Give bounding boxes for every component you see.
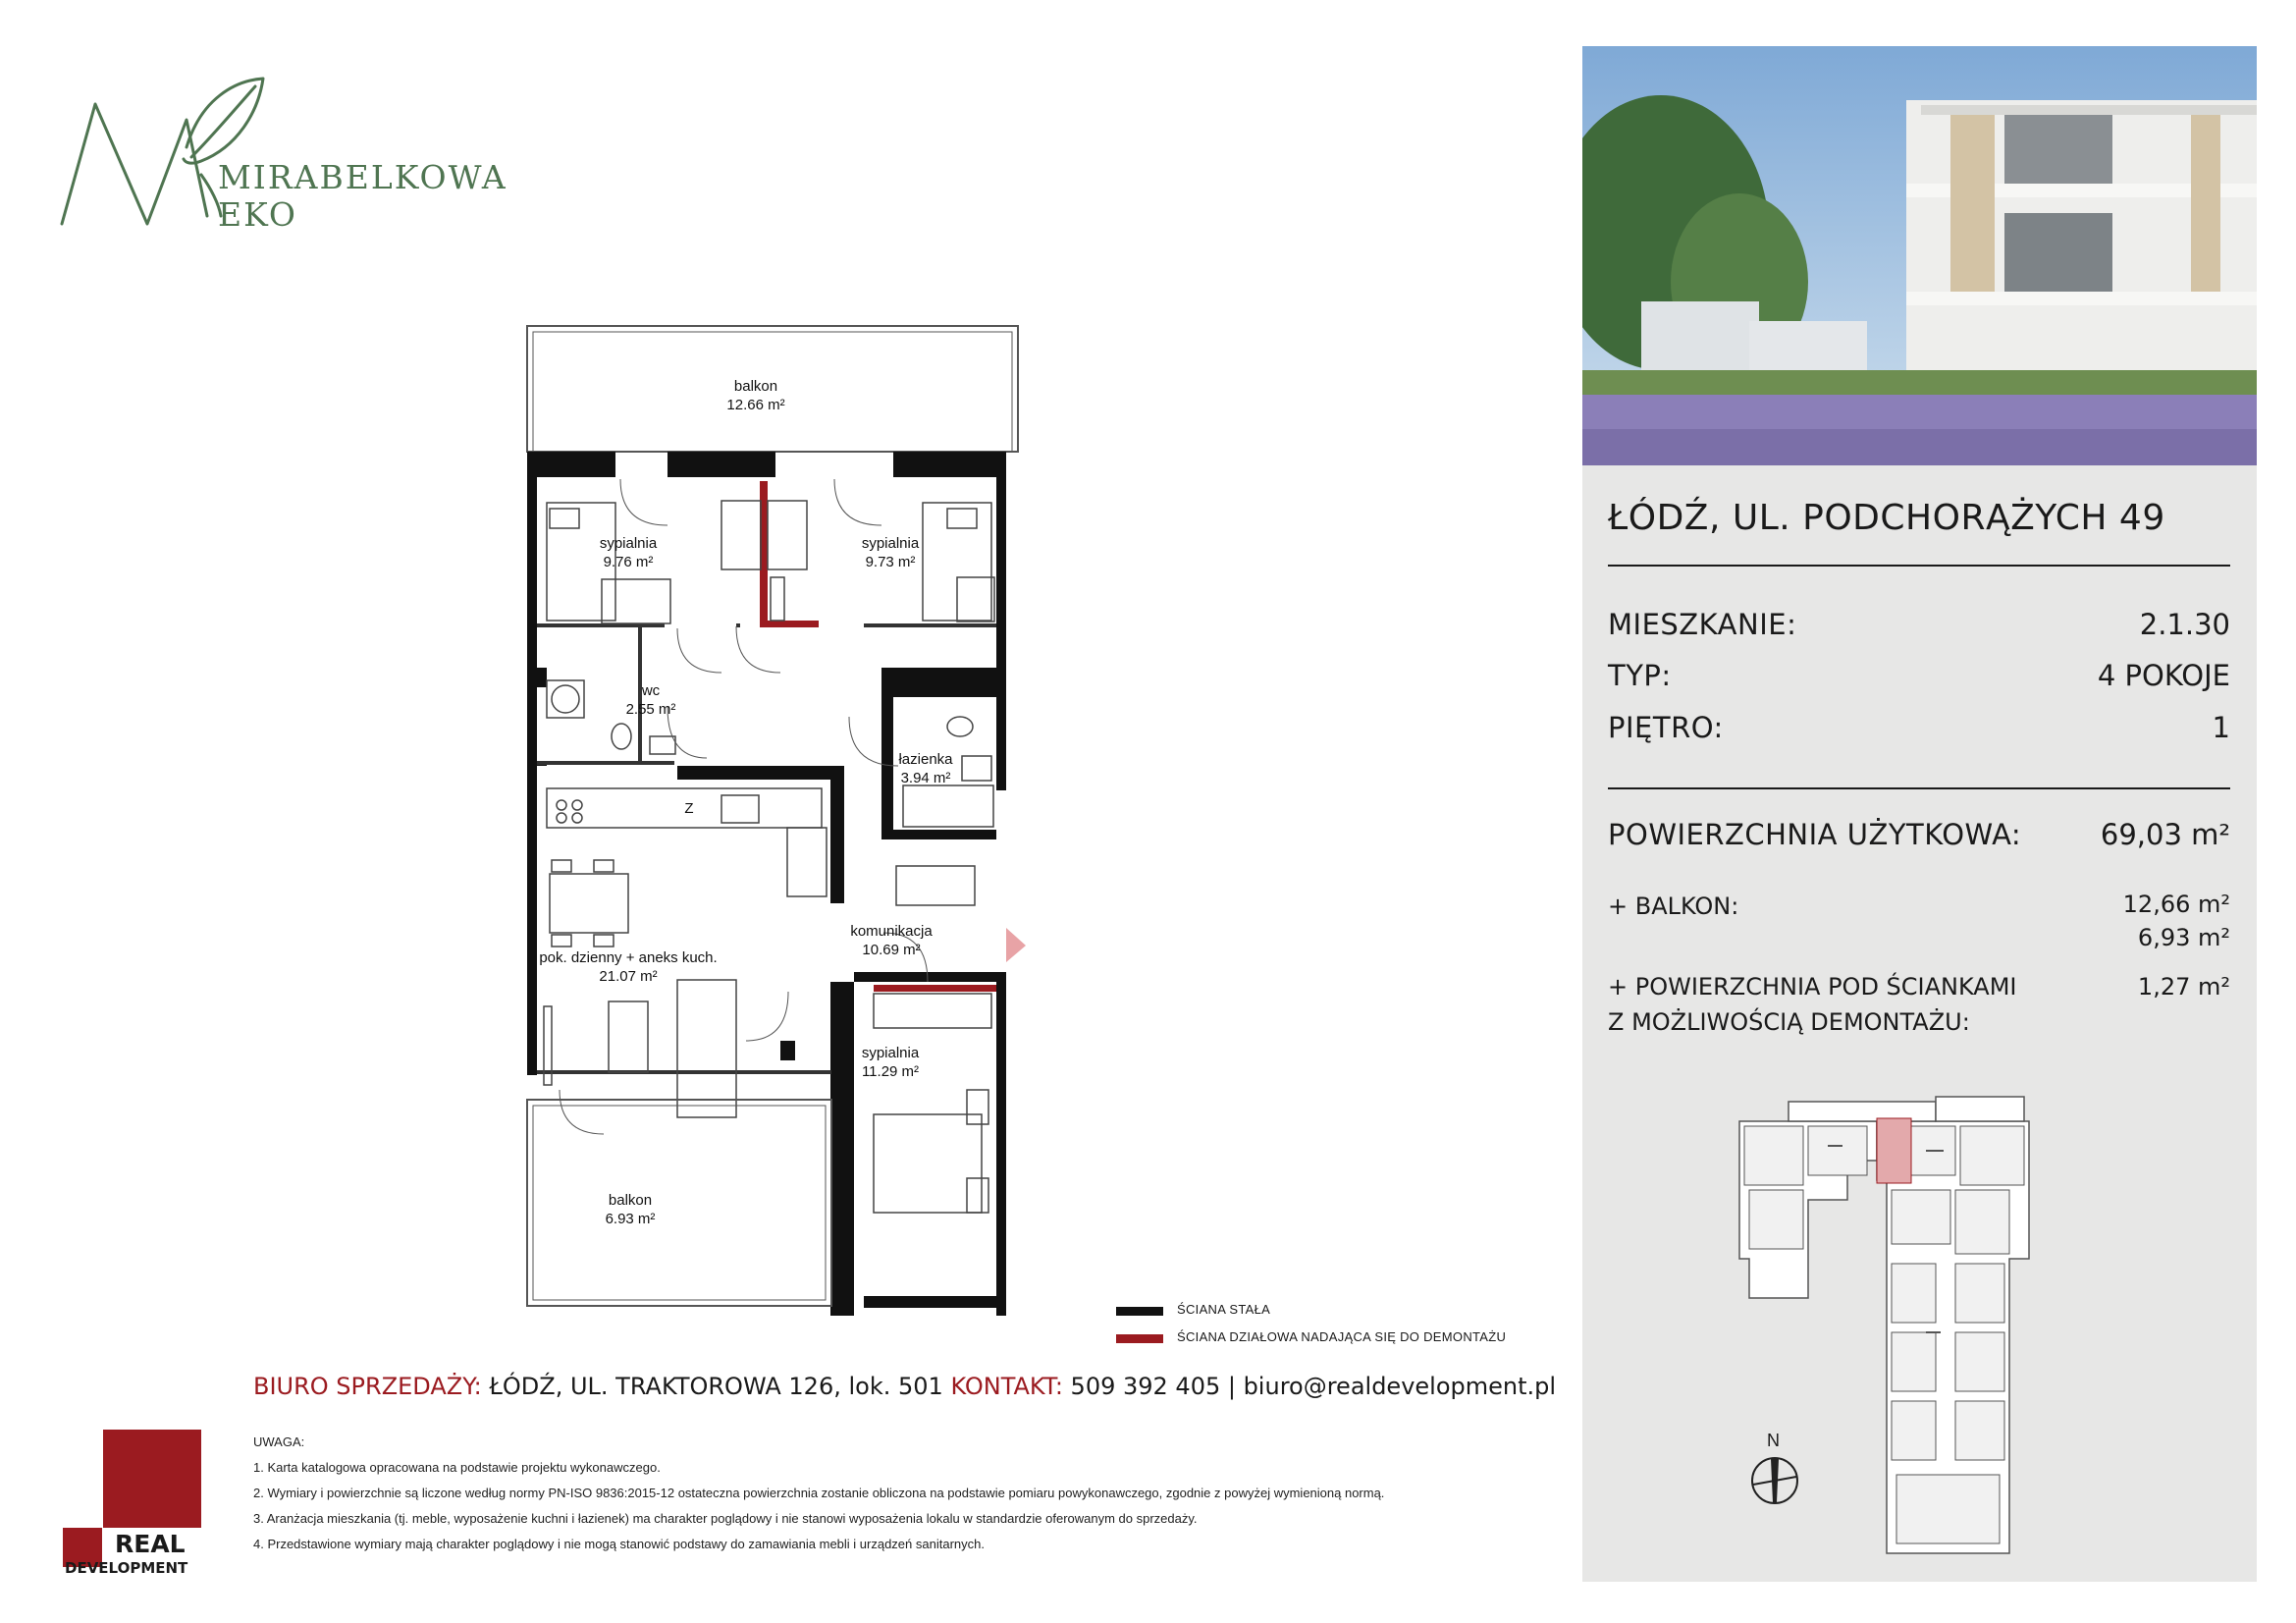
brand-name-line1: MIRABELKOWA <box>218 158 507 196</box>
sales-office-label: BIURO SPRZEDAŻY: <box>253 1373 482 1400</box>
room-label: balkon <box>608 1192 653 1209</box>
room-area: 12.66 m² <box>726 397 785 413</box>
sales-office-address: ŁÓDŹ, UL. TRAKTOROWA 126, lok. 501 <box>489 1373 943 1400</box>
room-label: balkon <box>733 378 778 395</box>
property-address: ŁÓDŹ, UL. PODCHORĄŻYCH 49 <box>1608 498 2165 538</box>
removable-walls-value: 1,27 m² <box>2137 973 2230 1001</box>
usable-area-label: POWIERZCHNIA UŻYTKOWA: <box>1608 818 2022 851</box>
developer-name-line2: DEVELOPMENT <box>65 1559 188 1577</box>
stove-mark: Z <box>684 800 694 817</box>
room-area: 9.73 m² <box>865 554 916 570</box>
room-label: pok. dzienny + aneks kuch. <box>539 949 718 966</box>
type-label: TYP: <box>1608 659 1672 692</box>
bottom-balcony <box>527 1100 831 1306</box>
note-item: 3. Aranżacja mieszkania (tj. meble, wyposażenie kuchni i łazienek) ma charakter poglądowy i nie stanowi wyposażenia lokalu w standardzie oferowanym do sprzedaży. <box>253 1511 1198 1526</box>
room-label: sypialnia <box>861 535 920 552</box>
room-area: 10.69 m² <box>862 942 921 958</box>
room-area: 2.55 m² <box>625 701 676 718</box>
floor-plan <box>510 314 1060 1316</box>
balcony-value-2: 6,93 m² <box>2137 924 2230 951</box>
removable-walls-label-2: Z MOŻLIWOŚCIĄ DEMONTAŻU: <box>1608 1008 1970 1036</box>
compass-icon <box>1749 1455 1800 1506</box>
removable-walls-label-1: + POWIERZCHNIA POD ŚCIANKAMI <box>1608 973 2017 1001</box>
entrance-marker-icon <box>1006 928 1026 962</box>
note-item: 4. Przedstawione wymiary mają charakter poglądowy i nie mogą stanowić podstawy do zamawiania mebli i urządzeń sanitarnych. <box>253 1537 985 1551</box>
usable-area-value: 69,03 m² <box>2100 818 2230 851</box>
note-item: 1. Karta katalogowa opracowana na podstawie projektu wykonawczego. <box>253 1460 661 1475</box>
room-area: 3.94 m² <box>900 770 951 786</box>
brand-name-line2: EKO <box>218 195 297 234</box>
room-area: 21.07 m² <box>599 968 658 985</box>
room-label: wc <box>641 682 661 699</box>
divider <box>1608 565 2230 567</box>
brand-logo <box>54 69 507 236</box>
developer-logo <box>63 1430 220 1577</box>
type-value: 4 POKOJE <box>2097 659 2230 692</box>
notes-heading: UWAGA: <box>253 1434 305 1449</box>
legend-fixed-swatch <box>1116 1307 1163 1316</box>
divider <box>1608 787 2230 789</box>
balcony-value-1: 12,66 m² <box>2122 891 2230 918</box>
room-label: łazienka <box>898 751 953 768</box>
legend-fixed-label: ŚCIANA STAŁA <box>1177 1302 1271 1317</box>
apartment-value: 2.1.30 <box>2139 608 2230 641</box>
contact-value[interactable]: 509 392 405 | biuro@realdevelopment.pl <box>1070 1373 1557 1400</box>
room-area: 9.76 m² <box>603 554 654 570</box>
floor-label: PIĘTRO: <box>1608 711 1724 744</box>
contact-label: KONTAKT: <box>950 1373 1063 1400</box>
room-area: 11.29 m² <box>861 1063 920 1080</box>
balcony-label: + BALKON: <box>1608 893 1739 920</box>
developer-logo-square-large <box>103 1430 201 1528</box>
compass-label: N <box>1767 1431 1780 1450</box>
apartment-label: MIESZKANIE: <box>1608 608 1797 641</box>
floor-value: 1 <box>2212 711 2230 744</box>
room-label: komunikacja <box>850 923 933 940</box>
sales-contact-line <box>253 1373 1556 1400</box>
room-label: sypialnia <box>861 1045 920 1061</box>
building-photo <box>1582 46 2257 465</box>
highlighted-unit <box>1877 1118 1911 1183</box>
note-item: 2. Wymiary i powierzchnie są liczone według normy PN-ISO 9836:2015-12 ostateczna powierzchnia zostanie obliczona na podstawie pomiaru powykonawczego, zgodnie z powyżej wymienioną normą. <box>253 1486 1385 1500</box>
legend-removable-swatch <box>1116 1334 1163 1343</box>
developer-name-line1: REAL <box>115 1530 186 1558</box>
details-panel <box>1582 46 2257 1582</box>
room-label: sypialnia <box>599 535 658 552</box>
notes <box>253 1430 1534 1557</box>
room-area: 6.93 m² <box>605 1211 656 1227</box>
legend-removable-label: ŚCIANA DZIAŁOWA NADAJĄCA SIĘ DO DEMONTAŻU <box>1177 1329 1507 1344</box>
